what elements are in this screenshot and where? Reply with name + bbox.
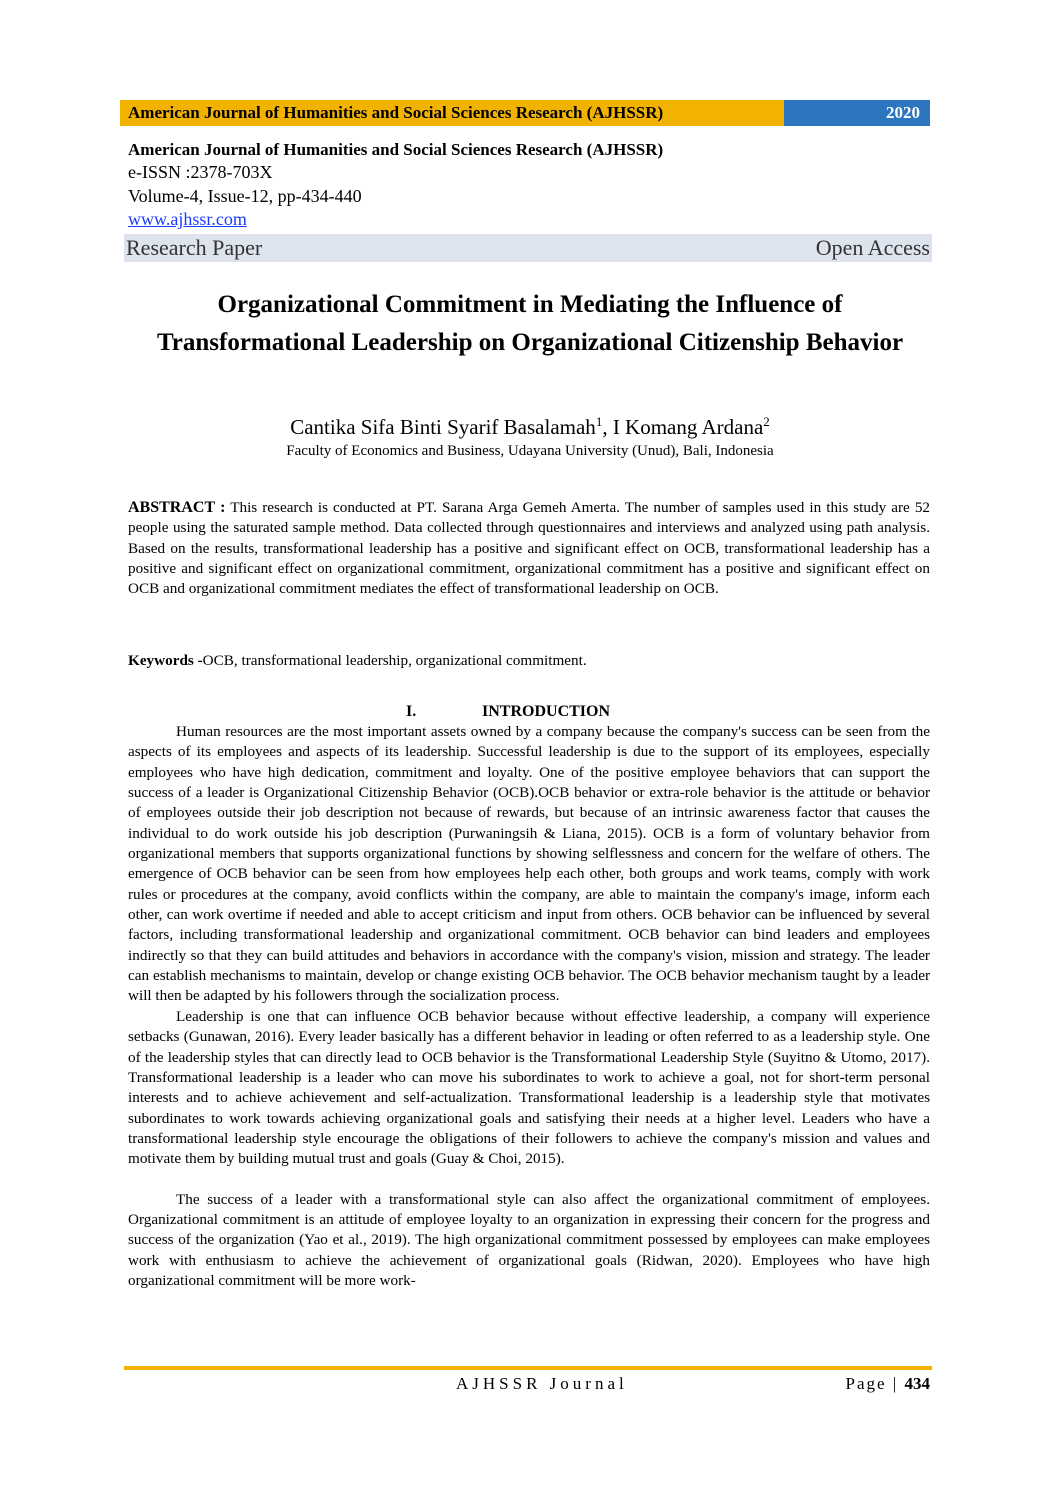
section-name: INTRODUCTION (482, 703, 611, 720)
paper-title: Organizational Commitment in Mediating the Influence of Transformational Leadership on Organizational Citizenship Behavior (156, 291, 904, 356)
section-number: I. (406, 703, 417, 720)
keywords-text: OCB, transformational leadership, organizational commitment. (202, 652, 587, 669)
authors (128, 408, 932, 441)
affiliation: Faculty of Economics and Business, Udayana University (Unud), Bali, Indonesia (286, 443, 774, 459)
paragraph-3: The success of a leader with a transformational style can also affect the organizational commitment of employees. Organizational commitment is an attitude of employee loyalty to an organization in expressing their concern for the progress and success of the organization (Yao et al., 2019). The high organizational commitment possessed by employees can make employees work with enthusiasm to achieve the achievement of organizational goals (Ridwan, 2020). Employees who have high organizational commitment will be more work- (128, 1190, 930, 1289)
paragraph-2: Leadership is one that can influence OCB behavior because without effective leadership, a company will experience setbacks (Gunawan, 2016). Every leader basically has a different behavior in leading or often referred to as a leadership style. One of the leadership styles that can directly lead to OCB behavior is the Transformational Leadership Style (Suyitno & Utomo, 2017). Transformational leadership is a leader who can move his subordinates to work to achieve a goal, not for short-term personal interests and to achieve achievement and self-actualization. Transformational leadership is a leadership style that motivates subordinates to work towards achieving organizational goals and satisfying their needs at a higher level. Leaders who have a transformational leadership style encourage the obligations of their followers to achieve the company's mission and values and motivate them by building mutual trust and goals (Guay & Choi, 2015). (128, 1007, 930, 1168)
journal-meta (128, 140, 932, 230)
abstract-text: This research is conducted at PT. Sarana Arga Gemeh Amerta. The number of samples used in this study are 52 people using the saturated sample method. Data collected through questionnaires and interviews and analyzed using path analysis. Based on the results, transformational leadership has a positive and significant effect on OCB, transformational leadership has a positive and significant effect on organizational commitment, organizational commitment has a positive and significant effect on OCB and organizational commitment mediates the effect of transformational leadership on OCB. (128, 499, 931, 598)
banner-year: 2020 (784, 100, 930, 126)
footer-journal: AJHSSR Journal (456, 1374, 628, 1393)
banner-journal-name: American Journal of Humanities and Social Sciences Research (AJHSSR) (120, 100, 784, 126)
meta-volume: Volume-4, Issue-12, pp-434-440 (128, 186, 362, 206)
author-2-affil-mark: 2 (763, 414, 770, 429)
author-1: Cantika Sifa Binti Syarif Basalamah (290, 415, 596, 439)
abstract-label: ABSTRACT : (128, 499, 226, 516)
journal-banner (120, 100, 930, 126)
body-text (128, 722, 930, 1291)
paper-type: Research Paper (126, 235, 263, 260)
abstract (128, 498, 930, 599)
meta-issn: e-ISSN :2378-703X (128, 162, 273, 182)
keywords (128, 651, 930, 671)
meta-journal-name: American Journal of Humanities and Social Sciences Research (AJHSSR) (128, 140, 664, 159)
journal-url-link[interactable]: www.ajhssr.com (128, 209, 247, 229)
keywords-label: Keywords - (128, 652, 203, 669)
footer-page (846, 1374, 930, 1394)
footer-page-number: 434 (904, 1374, 930, 1393)
access-type: Open Access (815, 235, 930, 260)
author-separator: , (602, 415, 613, 439)
footer-rule (124, 1366, 932, 1370)
author-1-affil-mark: 1 (595, 414, 603, 429)
author-2: I Komang Ardana (612, 415, 764, 439)
paper-type-bar (124, 234, 932, 262)
footer-page-label: Page | (845, 1374, 905, 1393)
paragraph-1: Human resources are the most important assets owned by a company because the company's success can be seen from the aspects of its employees and aspects of its leadership. Successful leadership is due to the support of its employees, especially employees who have high dedication, commitment and loyalty. One of the positive employee behaviors that can support the success of a leader is Organizational Citizenship Behavior (OCB).OCB behavior or extra-role behavior is the attitude or behavior of employees outside their job description not because of rewards, but because of an intrinsic awareness factor that causes the individual to do work outside his job description (Purwaningsih & Liana, 2015). OCB is a form of voluntary behavior from organizational members that supports organizational functions by showing selflessness and concern for the welfare of others. The emergence of OCB behavior can be seen from how employees help each other, both groups and work teams, comply with work rules or procedures at the company, avoid conflicts within the company, are able to maintain the company's image, inform each other, can work overtime if needed and able to accept criticism and input from others. OCB behavior can be influenced by several factors, including transformational leadership and organizational commitment. OCB behavior can bind leaders and employees indirectly so that they can build attitudes and behaviors in accordance with the company's vision, mission and strategy. The leader can establish mechanisms to maintain, develop or change existing OCB behavior. The OCB behavior mechanism taught by a leader will then be adapted by his followers through the socialization process. (128, 723, 930, 1005)
